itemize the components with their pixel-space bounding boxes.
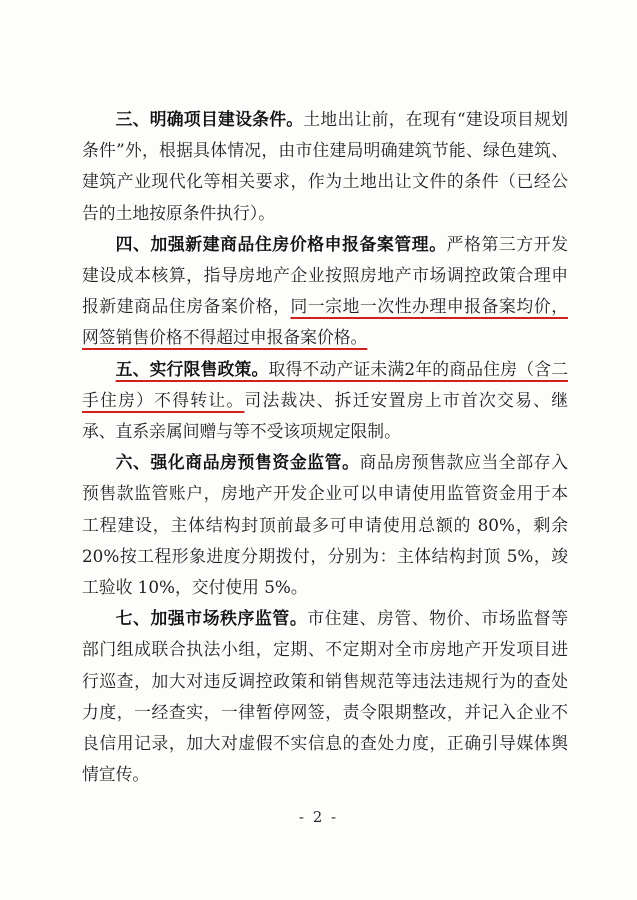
paragraph-6-text: 商品房预售款应当全部存入预售款监管账户，房地产开发企业可以申请使用监管资金用于本工程建设，主体结构封顶前最多可申请使用总额的 80%，剩余20%按工程形象进度分期拨付，分别为：主体结构封顶 5%，竣工验收 10%，交付使用 5%。 [82,452,568,598]
paragraph-6 [82,447,568,603]
paragraph-4 [82,229,568,354]
paragraph-7-text: 市住建、房管、物价、市场监督等部门组成联合执法小组，定期、不定期对全市房地产开发项目进行巡查，加大对违反调控政策和销售规范等违法违规行为的查处力度，一经查实，一律暂停网签，责令限期整改，并记入企业不良信用记录，加大对虚假不实信息的查处力度，正确引导媒体舆情宣传。 [82,608,568,785]
paragraph-3-heading: 三、明确项目建设条件。 [115,109,304,129]
paragraph-6-heading: 六、强化商品房预售资金监管。 [115,452,360,473]
paragraph-4-heading: 四、加强新建商品住房价格申报备案管理。 [115,233,447,254]
paragraph-5-underlined-text: 取得不动产证未满2年的商品住房（含二手住房）不得转让。 [82,358,568,410]
paragraph-5 [82,354,568,448]
document-body [82,104,568,790]
paragraph-3-text: 土地出让前，在现有“建设项目规划条件”外，根据具体情况，由市住建局明确建筑节能、绿色建筑、建筑产业现代化等相关要求，作为土地出让文件的条件（已经公告的土地按原条件执行）。 [82,109,568,223]
paragraph-4-underlined-text: 同一宗地一次性办理申报备案均价，网签销售价格不得超过申报备案价格。 [82,296,568,348]
paragraph-5-text: 司法裁决、拆迁安置房上市首次交易、继承、直系亲属间赠与等不受该项规定限制。 [82,389,568,442]
paragraph-7 [82,603,568,790]
page-number: - 2 - [298,808,339,826]
paragraph-7-heading: 七、加强市场秩序监管。 [115,608,308,629]
paragraph-5-heading: 五、实行限售政策。 [115,358,269,379]
paragraph-4-text: 严格第三方开发建设成本核算，指导房地产企业按照房地产市场调控政策合理申报新建商品住房备案价格， [82,233,568,317]
paragraph-3 [82,104,568,229]
